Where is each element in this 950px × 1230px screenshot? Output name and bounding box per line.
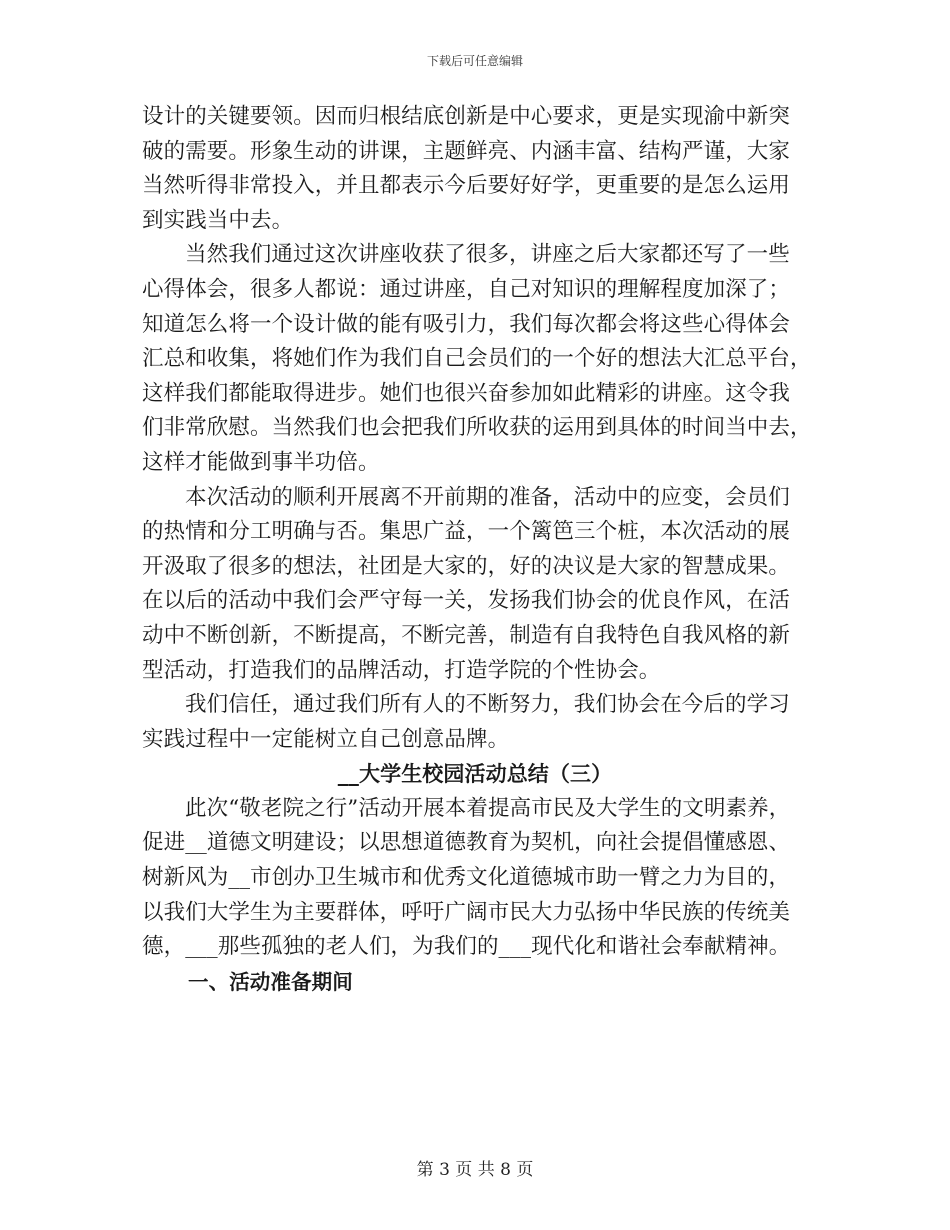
paragraph-line: 在以后的活动中我们会严守每一关，发扬我们协会的优良作风，在活 (142, 588, 791, 614)
paragraph-line: 型活动，打造我们的品牌活动，打造学院的个性协会。 (142, 657, 661, 683)
paragraph-line: 们非常欣慰。当然我们也会把我们所收获的运用到具体的时间当中去， (142, 415, 812, 441)
paragraph-line: 这样才能做到事半功倍。 (142, 449, 380, 475)
paragraph-line: 当然听得非常投入，并且都表示今后要好好学，更重要的是怎么运用 (142, 173, 791, 199)
paragraph-line: 德，___那些孤独的老人们，为我们的___现代化和谐社会奉献精神。 (142, 934, 791, 960)
section-title: __大学生校园活动总结（三） (337, 762, 613, 787)
paragraph-line: 树新风为__市创办卫生城市和优秀文化道德城市助一臂之力为目的， (142, 865, 791, 891)
paragraph-line: 本次活动的顺利开展离不开前期的准备，活动中的应变，会员们 (185, 484, 790, 510)
document-body (142, 100, 812, 999)
paragraph-line: 到实践当中去。 (142, 207, 294, 233)
page-footer: 第 3 页 共 8 页 (416, 1160, 534, 1180)
sub-heading: 一、活动准备期间 (188, 969, 353, 994)
paragraph-line: 开汲取了很多的想法，社团是大家的，好的决议是大家的智慧成果。 (142, 553, 791, 579)
paragraph-line: 汇总和收集，将她们作为我们自己会员们的一个好的想法大汇总平台， (142, 346, 812, 372)
page-header: 下载后可任意编辑 (426, 54, 523, 68)
paragraph-line: 的热情和分工明确与否。集思广益，一个篱笆三个桩，本次活动的展 (142, 519, 791, 545)
paragraph-line: 这样我们都能取得进步。她们也很兴奋参加如此精彩的讲座。这令我 (142, 380, 791, 406)
paragraph-line: 动中不断创新，不断提高，不断完善，制造有自我特色自我风格的新 (142, 622, 791, 648)
paragraph-line: 促进__道德文明建设；以思想道德教育为契机，向社会提倡懂感恩、 (142, 830, 791, 856)
paragraph-line: 此次“敬老院之行”活动开展本着提高市民及大学生的文明素养， (185, 795, 791, 821)
paragraph-line: 心得体会，很多人都说：通过讲座，自己对知识的理解程度加深了； (142, 276, 791, 302)
paragraph-line: 我们信任，通过我们所有人的不断努力，我们协会在今后的学习 (185, 692, 790, 718)
paragraph-line: 知道怎么将一个设计做的能有吸引力，我们每次都会将这些心得体会 (142, 311, 791, 337)
paragraph-line: 以我们大学生为主要群体，呼吁广阔市民大力弘扬中华民族的传统美 (142, 899, 791, 925)
paragraph-line: 实践过程中一定能树立自己创意品牌。 (142, 726, 510, 752)
paragraph-line: 设计的关键要领。因而归根结底创新是中心要求，更是实现渝中新突 (142, 104, 791, 129)
paragraph-line: 当然我们通过这次讲座收获了很多，讲座之后大家都还写了一些 (185, 242, 790, 268)
paragraph-line: 破的需要。形象生动的讲课，主题鲜亮、内涵丰富、结构严谨，大家 (142, 138, 791, 164)
